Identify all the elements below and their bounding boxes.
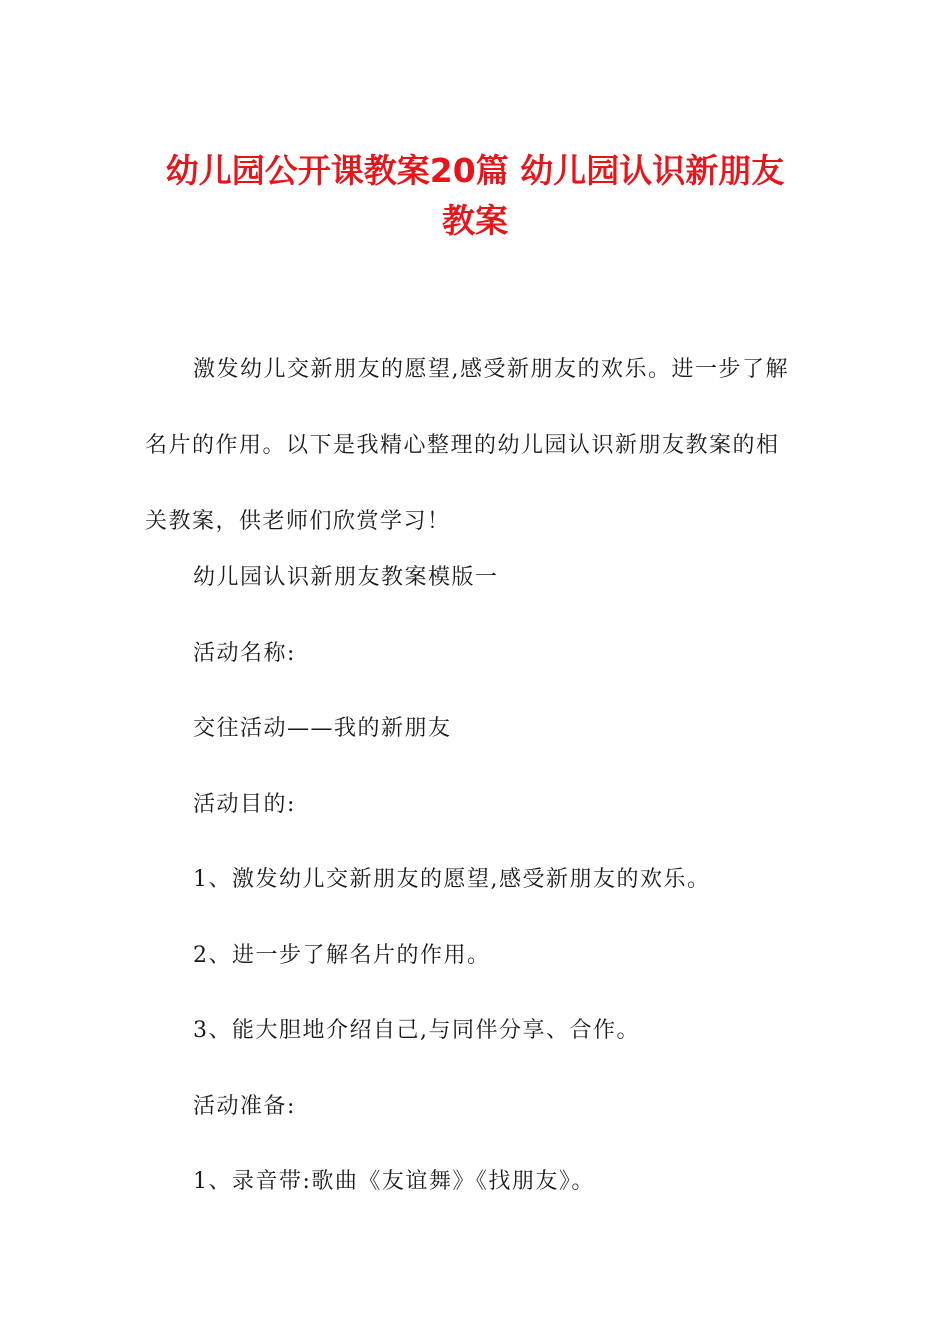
goal-item-3: 3、能大胆地介绍自己,与同伴分享、合作。 bbox=[193, 1018, 640, 1043]
title-line-1: 幼儿园公开课教案20篇 幼儿园认识新朋友 bbox=[165, 151, 785, 190]
activity-goal-label: 活动目的: bbox=[193, 792, 296, 817]
activity-name-value: 交往活动——我的新朋友 bbox=[193, 716, 452, 741]
goal-item-1: 1、激发幼儿交新朋友的愿望,感受新朋友的欢乐。 bbox=[193, 867, 711, 892]
template-heading: 幼儿园认识新朋友教案模版一 bbox=[193, 565, 499, 590]
document-title bbox=[120, 146, 830, 246]
preparation-item-1: 1、录音带:歌曲《友谊舞》《找朋友》。 bbox=[193, 1169, 595, 1194]
intro-line-3: 关教案，供老师们欣赏学习！ bbox=[145, 509, 451, 534]
goal-item-2: 2、进一步了解名片的作用。 bbox=[193, 943, 491, 968]
intro-line-1: 激发幼儿交新朋友的愿望,感受新朋友的欢乐。进一步了解 bbox=[193, 357, 789, 382]
activity-name-label: 活动名称: bbox=[193, 641, 296, 666]
intro-paragraph bbox=[145, 332, 805, 560]
title-line-2: 教案 bbox=[442, 201, 508, 240]
intro-line-2: 名片的作用。以下是我精心整理的幼儿园认识新朋友教案的相 bbox=[145, 433, 780, 458]
preparation-label: 活动准备: bbox=[193, 1094, 296, 1119]
